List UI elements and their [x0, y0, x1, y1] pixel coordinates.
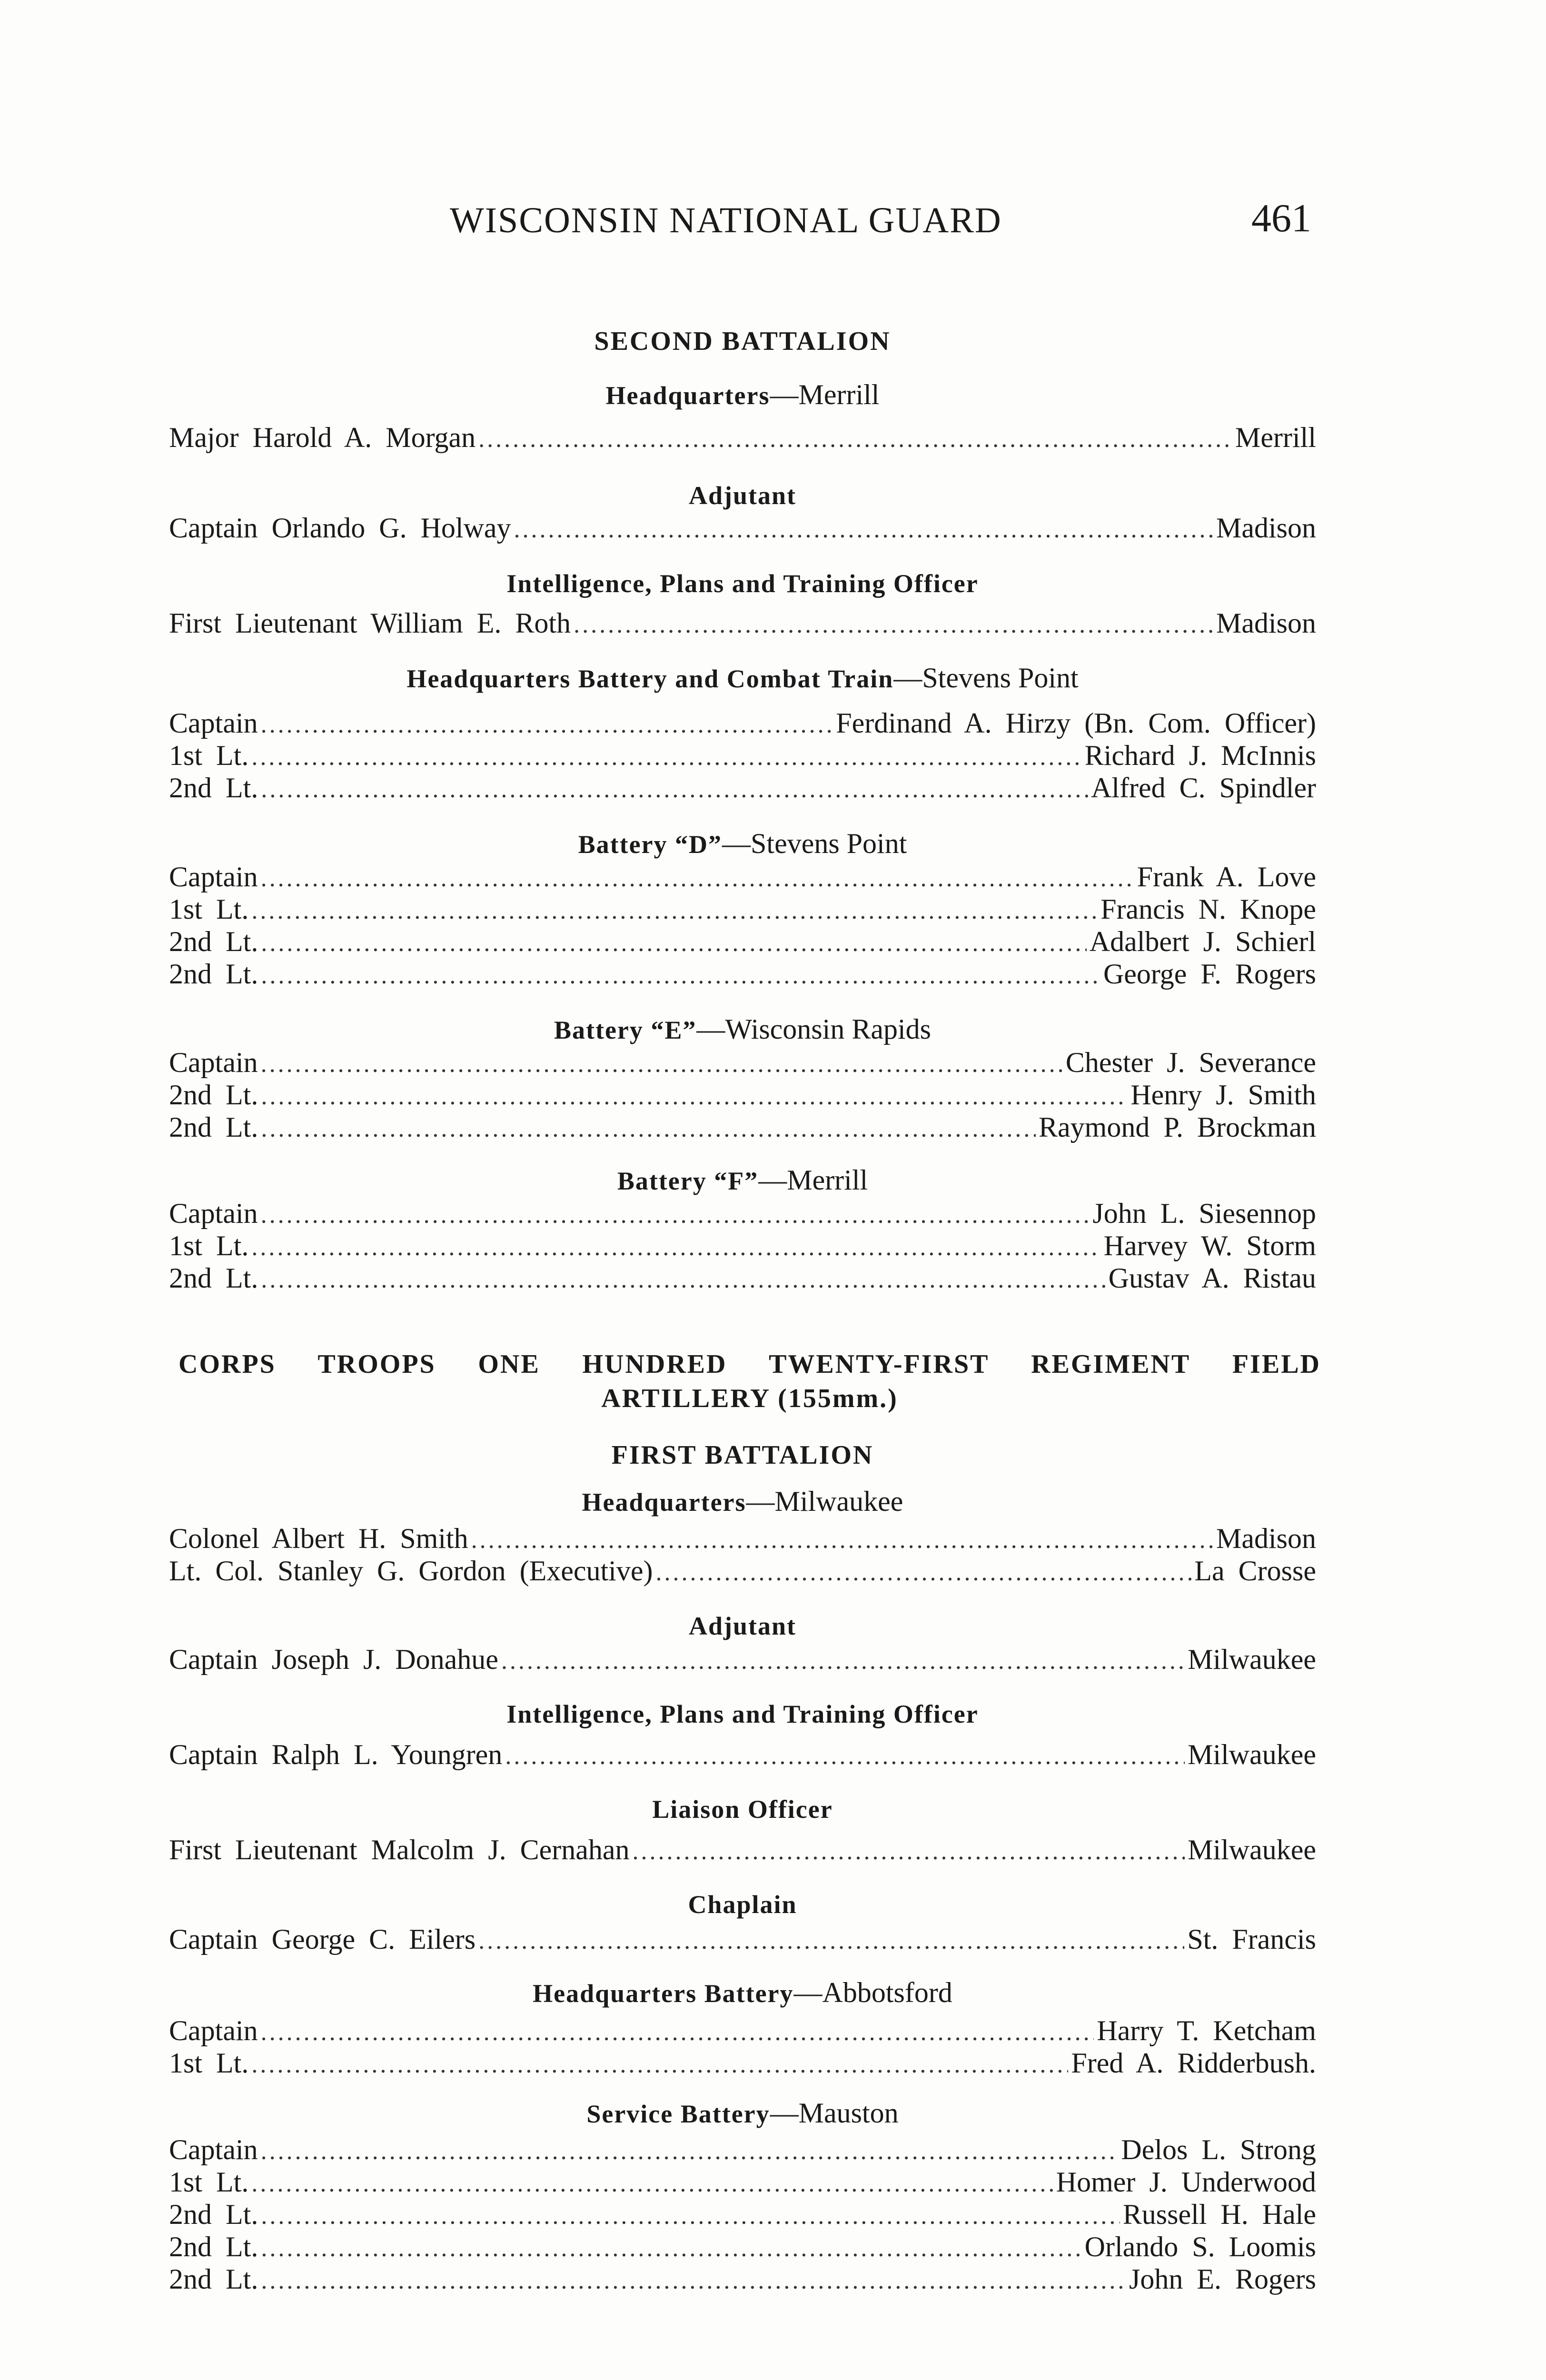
roster-row: Captain . . . Delos L. Strong [169, 2133, 1316, 2168]
roster-row: 2nd Lt. . . . Orlando S. Loomis [169, 2231, 1316, 2265]
roster-row: 2nd Lt. . . . Alfred C. Spindler [169, 772, 1316, 806]
roster-row: Captain . . . John L. Siesennop [169, 1197, 1316, 1231]
roster-row: Captain . . . Chester J. Severance [169, 1046, 1316, 1081]
group-heading: Intelligence, Plans and Training Officer [506, 569, 979, 598]
roster-row: Captain George C. Eilers . . . St. Francis [169, 1923, 1316, 1957]
roster-row: Captain . . . Ferdinand A. Hirzy (Bn. Com. Officer) [169, 707, 1316, 741]
header-title: WISCONSIN NATIONAL GUARD [450, 200, 1002, 240]
roster-row: Colonel Albert H. Smith . . . Madison [169, 1522, 1316, 1557]
roster-row: First Lieutenant William E. Roth . . . Madison [169, 607, 1316, 641]
corps-heading-line1: CORPS TROOPS ONE HUNDRED TWENTY-FIRST REGIMENT FIELD [178, 1349, 1321, 1379]
roster-row: First Lieutenant Malcolm J. Cernahan . . . Milwaukee [169, 1834, 1316, 1868]
group-heading: Battery “E”—Wisconsin Rapids [554, 1013, 931, 1045]
section-title-second-battalion: SECOND BATTALION [594, 327, 891, 356]
roster-row: 1st Lt. . . . Homer J. Underwood [169, 2166, 1316, 2200]
section-title-first-battalion: FIRST BATTALION [611, 1440, 874, 1470]
corps-heading [178, 1347, 1321, 1416]
page-number: 461 [1251, 196, 1311, 240]
roster-row: Captain Orlando G. Holway . . . Madison [169, 512, 1316, 546]
group-heading: Headquarters—Milwaukee [582, 1486, 903, 1517]
group-heading: Chaplain [688, 1890, 797, 1919]
roster-row: Captain . . . Frank A. Love [169, 861, 1316, 895]
group-heading: Adjutant [688, 481, 797, 510]
roster-row: 2nd Lt. . . . Gustav A. Ristau [169, 1262, 1316, 1296]
group-heading: Headquarters—Merrill [605, 379, 880, 410]
group-heading: Battery “F”—Merrill [617, 1164, 868, 1196]
roster-row: 1st Lt. . . . Richard J. McInnis [169, 739, 1316, 774]
roster-row: Captain . . . Harry T. Ketcham [169, 2014, 1316, 2049]
group-heading: Headquarters Battery and Combat Train—Stevens Point [406, 662, 1079, 694]
group-heading: Service Battery—Mauston [586, 2097, 899, 2129]
roster-row: Lt. Col. Stanley G. Gordon (Executive) . . . La Crosse [169, 1555, 1316, 1589]
group-heading: Intelligence, Plans and Training Officer [506, 1700, 979, 1728]
roster-row: 2nd Lt. . . . Henry J. Smith [169, 1079, 1316, 1113]
roster-row: Captain Joseph J. Donahue . . . Milwaukee [169, 1643, 1316, 1677]
roster-row: 2nd Lt. . . . John E. Rogers [169, 2263, 1316, 2297]
roster-row: 1st Lt. . . . Fred A. Ridderbush. [169, 2047, 1316, 2081]
group-heading: Liaison Officer [652, 1795, 833, 1824]
group-heading: Headquarters Battery—Abbotsford [533, 1977, 952, 2008]
group-heading: Adjutant [688, 1612, 797, 1640]
roster-row: Captain Ralph L. Youngren . . . Milwaukee [169, 1738, 1316, 1773]
roster-row: Major Harold A. Morgan . . . Merrill [169, 421, 1316, 456]
roster-row: 1st Lt. . . . Harvey W. Storm [169, 1230, 1316, 1264]
roster-row: 2nd Lt. . . . Russell H. Hale [169, 2198, 1316, 2232]
running-header [169, 196, 1311, 257]
roster-row: 2nd Lt. . . . Adalbert J. Schierl [169, 925, 1316, 960]
corps-heading-line2: ARTILLERY (155mm.) [601, 1384, 898, 1413]
roster-row: 1st Lt. . . . Francis N. Knope [169, 893, 1316, 927]
roster-row: 2nd Lt. . . . Raymond P. Brockman [169, 1111, 1316, 1145]
group-heading: Battery “D”—Stevens Point [578, 828, 907, 859]
roster-row: 2nd Lt. . . . George F. Rogers [169, 958, 1316, 992]
